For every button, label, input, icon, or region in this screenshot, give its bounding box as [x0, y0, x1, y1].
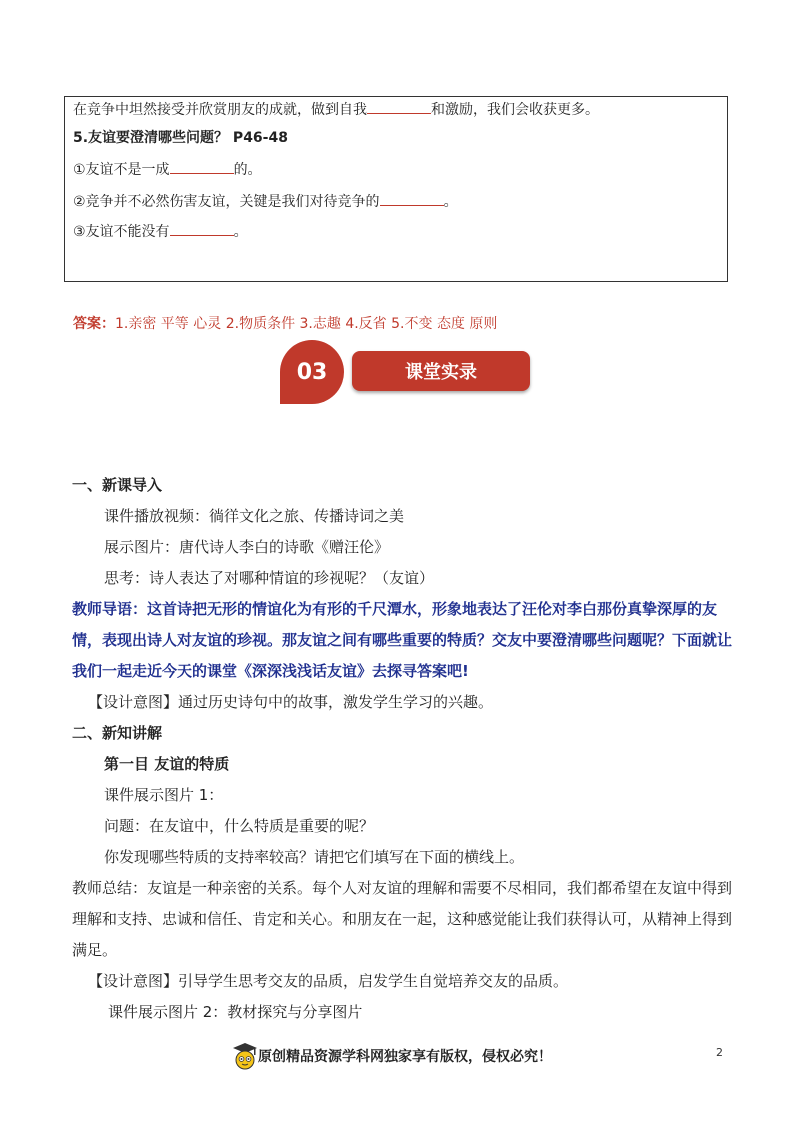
section-title: 课堂实录: [405, 362, 477, 383]
box-item-2: [73, 191, 458, 211]
answer-text: 1.亲密 平等 心灵 2.物质条件 3.志趣 4.反省 5.不变 态度 原则: [115, 316, 498, 332]
mascot-graduate-icon: [232, 1042, 258, 1070]
design-intent-2: 【设计意图】引导学生思考交友的品质，启发学生自觉培养交友的品质。: [88, 972, 569, 990]
box-item-3: [73, 221, 248, 241]
item1-pre: ①友谊不是一成: [73, 162, 170, 178]
page-number: 2: [716, 1046, 723, 1059]
design-intent-1: 【设计意图】通过历史诗句中的故事，激发学生学习的兴趣。: [88, 693, 494, 711]
blank-3: [380, 191, 444, 206]
paragraph-question: 问题：在友谊中，什么特质是重要的呢？: [104, 817, 375, 835]
heading-new-knowledge: 二、新知讲解: [72, 724, 163, 742]
question-5-title: 5.友谊要澄清哪些问题？ P46-48: [73, 130, 288, 146]
paragraph-video: 课件播放视频：徜徉文化之旅、传播诗词之美: [104, 507, 405, 525]
box-line-1: [73, 99, 599, 119]
item3-pre: ③友谊不能没有: [73, 224, 170, 240]
blank-2: [170, 159, 234, 174]
item1-post: 的。: [233, 162, 262, 178]
teacher-summary: 教师总结：友谊是一种亲密的关系。每个人对友谊的理解和需要不尽相同，我们都希望在友谊中得到理解和支持、忠诚和信任、肯定和关心。和朋友在一起，这种感觉能让我们获得认可，从精神上得到满足。: [72, 879, 733, 959]
answer-label: 答案：: [73, 316, 115, 332]
paragraph-picture: 展示图片：唐代诗人李白的诗歌《赠汪伦》: [104, 538, 390, 556]
footer: [232, 1042, 552, 1070]
item3-post: 。: [233, 224, 248, 240]
line1-pre: 在竞争中坦然接受并欣赏朋友的成就，做到自我: [73, 102, 367, 118]
section-number: 03: [296, 359, 328, 385]
paragraph-think: 思考：诗人表达了对哪种情谊的珍视呢？（友谊）: [104, 569, 435, 587]
blank-4: [170, 221, 234, 236]
section-title-banner: [352, 351, 530, 391]
blank-1: [367, 99, 431, 114]
teacher-intro: 教师导语：这首诗把无形的情谊化为有形的千尺潭水，形象地表达了汪伦对李白那份真挚深厚的友情，表现出诗人对友谊的珍视。那友谊之间有哪些重要的特质？交友中要澄清哪些问题呢？下面就让我们一起走近今天的课堂《深深浅浅话友谊》去探寻答案吧!: [72, 600, 733, 680]
line1-post: 和激励，我们会收获更多。: [431, 102, 599, 118]
answer-line: [73, 315, 497, 333]
item2-post: 。: [443, 194, 458, 210]
paragraph-slide-1: 课件展示图片 1：: [104, 786, 224, 804]
subheading-friendship-traits: 第一目 友谊的特质: [104, 755, 230, 773]
paragraph-support-rate: 你发现哪些特质的支持率较高？请把它们填写在下面的横线上。: [104, 848, 525, 866]
item2-pre: ②竞争并不必然伤害友谊，关键是我们对待竞争的: [73, 194, 380, 210]
paragraph-slide-2: 课件展示图片 2：教材探究与分享图片: [108, 1003, 363, 1021]
fill-in-box: [64, 96, 728, 282]
box-item-1: [73, 159, 262, 179]
copyright-notice: 原创精品资源学科网独家享有版权，侵权必究！: [258, 1049, 552, 1065]
heading-new-lesson-intro: 一、新课导入: [72, 476, 163, 494]
